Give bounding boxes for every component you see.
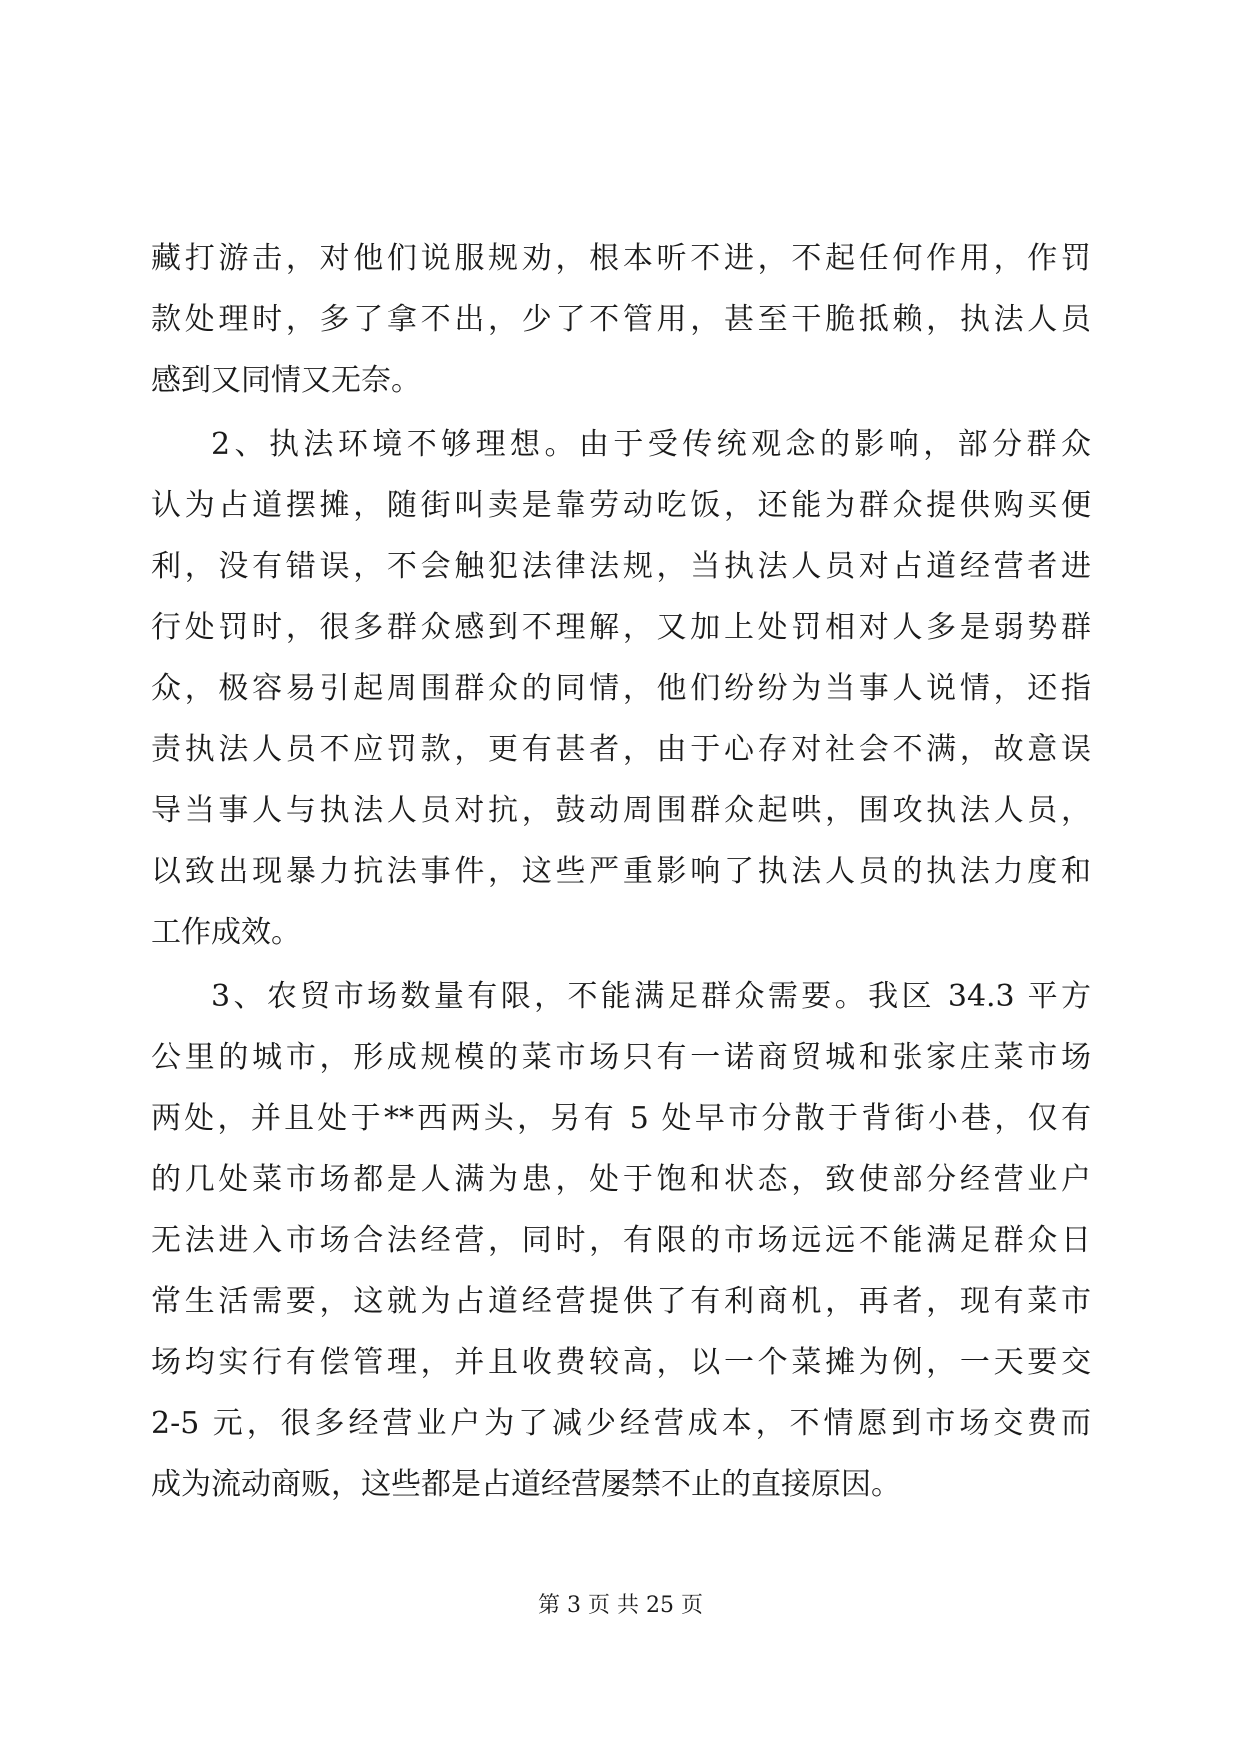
text-line: 公里的城市，形成规模的菜市场只有一诺商贸城和张家庄菜市场 xyxy=(151,1040,1091,1075)
text-line: 2-5 元，很多经营业户为了减少经营成本，不情愿到市场交费而 xyxy=(151,1406,1091,1441)
text-line: 成为流动商贩，这些都是占道经营屡禁不止的直接原因。 xyxy=(151,1467,901,1502)
paragraph-3 xyxy=(151,966,1091,1515)
page-footer xyxy=(0,1591,1241,1621)
paragraph-2 xyxy=(151,414,1091,963)
text-line: 藏打游击，对他们说服规劝，根本听不进，不起任何作用，作罚 xyxy=(151,241,1091,276)
page-number-label: 第 3 页 共 25 页 xyxy=(538,1593,703,1618)
text-line: 感到又同情又无奈。 xyxy=(151,363,421,398)
text-line: 众，极容易引起周围群众的同情，他们纷纷为当事人说情，还指 xyxy=(151,671,1091,706)
text-line: 的几处菜市场都是人满为患，处于饱和状态，致使部分经营业户 xyxy=(151,1162,1091,1197)
text-line: 以致出现暴力抗法事件，这些严重影响了执法人员的执法力度和 xyxy=(151,854,1091,889)
text-line: 常生活需要，这就为占道经营提供了有利商机，再者，现有菜市 xyxy=(151,1284,1091,1319)
text-line: 2、执法环境不够理想。由于受传统观念的影响，部分群众 xyxy=(211,427,1091,462)
text-line: 款处理时，多了拿不出，少了不管用，甚至干脆抵赖，执法人员 xyxy=(151,302,1091,337)
text-line: 认为占道摆摊，随街叫卖是靠劳动吃饭，还能为群众提供购买便 xyxy=(151,488,1091,523)
document-body xyxy=(151,228,1091,1515)
paragraph-1 xyxy=(151,228,1091,411)
text-line: 场均实行有偿管理，并且收费较高，以一个菜摊为例，一天要交 xyxy=(151,1345,1091,1380)
text-line: 导当事人与执法人员对抗，鼓动周围群众起哄，围攻执法人员， xyxy=(151,793,1091,828)
text-line: 3、农贸市场数量有限，不能满足群众需要。我区 34.3 平方 xyxy=(211,979,1091,1014)
text-line: 工作成效。 xyxy=(151,915,301,950)
text-line: 责执法人员不应罚款，更有甚者，由于心存对社会不满，故意误 xyxy=(151,732,1091,767)
text-line: 无法进入市场合法经营，同时，有限的市场远远不能满足群众日 xyxy=(151,1223,1091,1258)
text-line: 两处，并且处于**西两头，另有 5 处早市分散于背街小巷，仅有 xyxy=(151,1101,1091,1136)
text-line: 利，没有错误，不会触犯法律法规，当执法人员对占道经营者进 xyxy=(151,549,1091,584)
text-line: 行处罚时，很多群众感到不理解，又加上处罚相对人多是弱势群 xyxy=(151,610,1091,645)
